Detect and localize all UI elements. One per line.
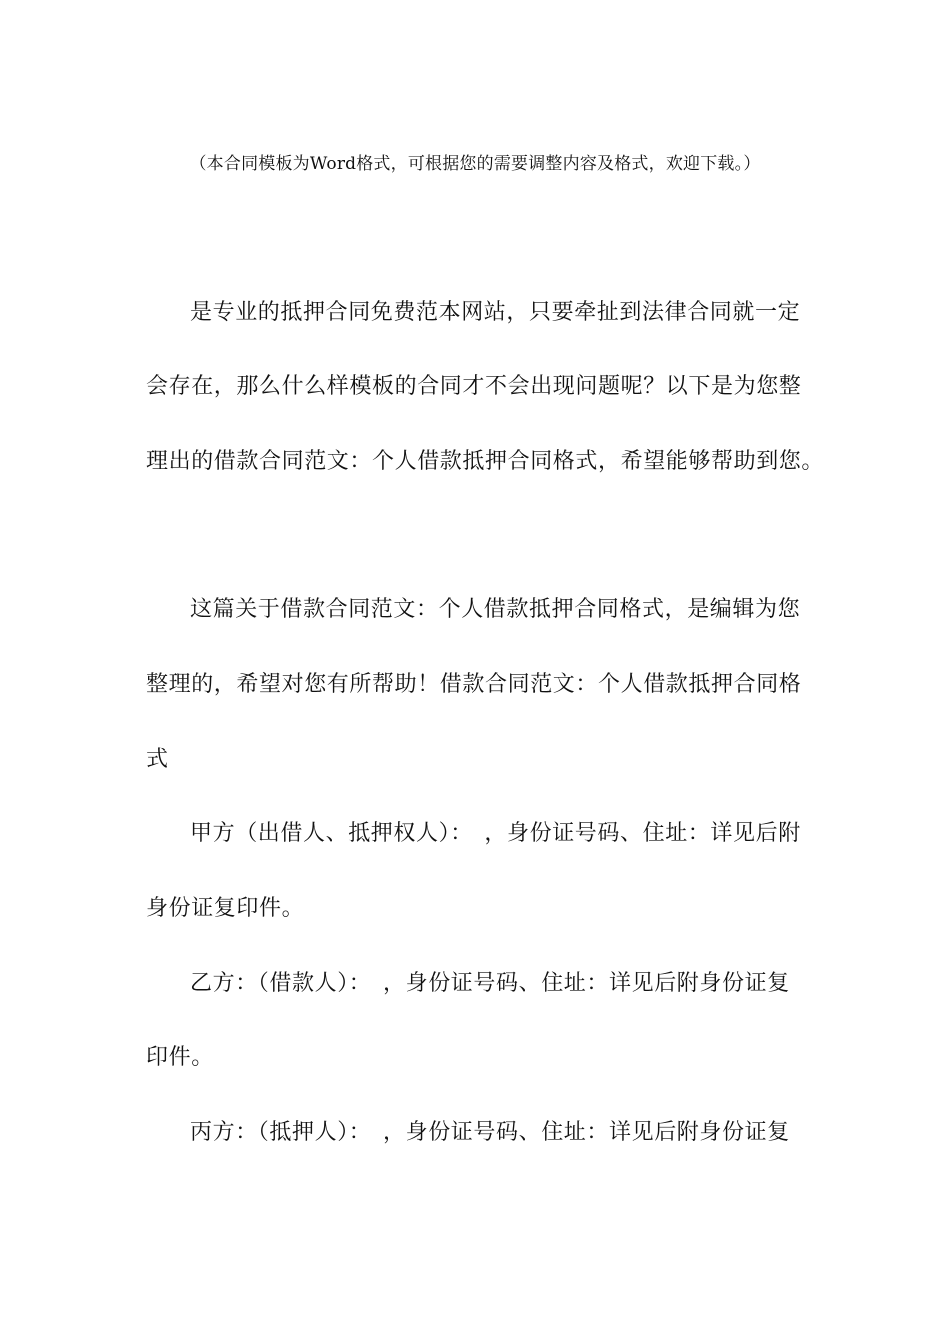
paragraph-1-line-3: 理出的借款合同范文：个人借款抵押合同格式，希望能够帮助到您。: [146, 449, 825, 474]
party-b-line-2: 印件。: [146, 1045, 214, 1070]
paragraph-2-line-3: 式: [146, 747, 169, 772]
party-c-line-1: 丙方：（抵押人）： ，身份证号码、住址：详见后附身份证复: [190, 1120, 790, 1145]
paragraph-1-line-1: 是专业的抵押合同免费范本网站，只要牵扯到法律合同就一定: [190, 300, 801, 325]
paragraph-1-line-2: 会存在，那么什么样模板的合同才不会出现问题呢？以下是为您整: [146, 374, 802, 399]
paragraph-2-line-2: 整理的，希望对您有所帮助！借款合同范文：个人借款抵押合同格: [146, 672, 802, 697]
party-a-line-2: 身份证复印件。: [146, 896, 305, 921]
paragraph-2-line-1: 这篇关于借款合同范文：个人借款抵押合同格式，是编辑为您: [190, 597, 801, 622]
party-b-line-1: 乙方：（借款人）： ，身份证号码、住址：详见后附身份证复: [190, 971, 790, 996]
party-a-line-1: 甲方（出借人、抵押权人）： ，身份证号码、住址：详见后附: [190, 821, 801, 846]
template-note: （本合同模板为Word格式，可根据您的需要调整内容及格式，欢迎下载。）: [189, 154, 761, 174]
